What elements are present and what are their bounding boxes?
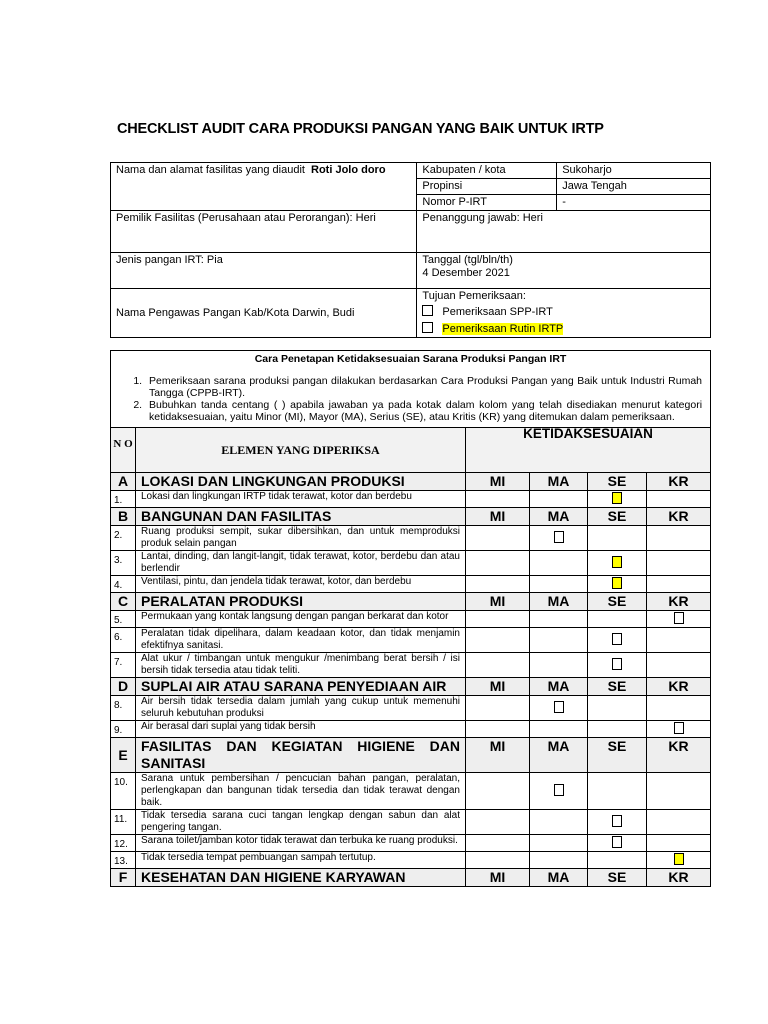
- check-cell-se[interactable]: [588, 696, 647, 721]
- pirt-value: -: [557, 195, 711, 211]
- item-description: Air berasal dari suplai yang tidak bersih: [136, 721, 466, 738]
- item-number: 1.: [111, 491, 136, 508]
- check-cell-kr[interactable]: [647, 835, 711, 852]
- checkbox-icon[interactable]: [612, 492, 622, 504]
- item-description: Tidak tersedia tempat pembuangan sampah tertutup.: [136, 852, 466, 869]
- category-se-header: SE: [588, 678, 647, 696]
- category-kr-header: KR: [647, 738, 711, 773]
- intro-title: Cara Penetapan Ketidaksesuaian Sarana Produksi Pangan IRT: [254, 353, 567, 365]
- check-cell-ma[interactable]: [530, 773, 588, 810]
- check-cell-ma[interactable]: [530, 628, 588, 653]
- check-cell-se[interactable]: [588, 810, 647, 835]
- check-cell-kr[interactable]: [647, 491, 711, 508]
- check-cell-kr[interactable]: [647, 773, 711, 810]
- checkbox-icon[interactable]: [612, 577, 622, 589]
- item-number: 6.: [111, 628, 136, 653]
- checkbox-icon[interactable]: [612, 556, 622, 568]
- facility-value: Roti Jolo doro: [311, 164, 386, 176]
- checklist-row: [111, 628, 711, 653]
- tanggal-value: 4 Desember 2021: [422, 267, 510, 279]
- tujuan-cell: [417, 289, 711, 338]
- category-kr-header: KR: [647, 473, 711, 491]
- check-cell-ma[interactable]: [530, 653, 588, 678]
- section-title: KESEHATAN DAN HIGIENE KARYAWAN: [136, 869, 466, 887]
- check-cell-mi[interactable]: [466, 611, 530, 628]
- checklist-row: [111, 653, 711, 678]
- checklist-table: [110, 350, 711, 887]
- checkbox-icon[interactable]: [422, 305, 433, 316]
- category-ma-header: MA: [530, 738, 588, 773]
- check-cell-mi[interactable]: [466, 810, 530, 835]
- check-cell-kr[interactable]: [647, 526, 711, 551]
- check-cell-mi[interactable]: [466, 773, 530, 810]
- checklist-row: [111, 835, 711, 852]
- item-description: Lantai, dinding, dan langit-langit, tidak terawat, kotor, berdebu dan atau berlendir: [136, 551, 466, 576]
- intro-item: 1. Pemeriksaan sarana produksi pangan dilakukan berdasarkan Cara Produksi Pangan yang Baik untuk Industri Rumah Tangga (CPPB-IRT).: [145, 375, 702, 399]
- checklist-row: [111, 576, 711, 593]
- check-cell-se[interactable]: [588, 852, 647, 869]
- section-letter: B: [111, 508, 136, 526]
- item-description: Alat ukur / timbangan untuk mengukur /menimbang berat bersih / isi bersih tidak tersedia atau tidak teliti.: [136, 653, 466, 678]
- category-kr-header: KR: [647, 593, 711, 611]
- check-cell-ma[interactable]: [530, 491, 588, 508]
- propinsi-label: Propinsi: [417, 179, 557, 195]
- item-number: 3.: [111, 551, 136, 576]
- facility-cell: [111, 163, 417, 211]
- tanggal-cell: [417, 253, 711, 289]
- item-description: Sarana toilet/jamban kotor tidak terawat dan terbuka ke ruang produksi.: [136, 835, 466, 852]
- item-description: Lokasi dan lingkungan IRTP tidak terawat, kotor dan berdebu: [136, 491, 466, 508]
- check-cell-se[interactable]: [588, 773, 647, 810]
- check-cell-mi[interactable]: [466, 576, 530, 593]
- checkbox-icon[interactable]: [612, 658, 622, 670]
- checkbox-icon[interactable]: [674, 853, 684, 865]
- tujuan-option-rutin[interactable]: [422, 322, 705, 336]
- item-description: Sarana untuk pembersihan / pencucian bahan pangan, peralatan, perlengkapan dan bangunan tidak tersedia dan tidak terawat dengan baik.: [136, 773, 466, 810]
- section-letter: A: [111, 473, 136, 491]
- item-number: 11.: [111, 810, 136, 835]
- section-title: SUPLAI AIR ATAU SARANA PENYEDIAAN AIR: [136, 678, 466, 696]
- intro-cell: [111, 351, 711, 428]
- category-kr-header: KR: [647, 508, 711, 526]
- document-title: CHECKLIST AUDIT CARA PRODUKSI PANGAN YANG BAIK UNTUK IRTP: [117, 121, 604, 137]
- section-title: BANGUNAN DAN FASILITAS: [136, 508, 466, 526]
- category-ma-header: MA: [530, 593, 588, 611]
- elemen-header: ELEMEN YANG DIPERIKSA: [136, 428, 466, 473]
- check-cell-se[interactable]: [588, 653, 647, 678]
- check-cell-mi[interactable]: [466, 551, 530, 576]
- check-cell-kr[interactable]: [647, 628, 711, 653]
- check-cell-kr[interactable]: [647, 653, 711, 678]
- check-cell-ma[interactable]: [530, 551, 588, 576]
- category-se-header: SE: [588, 593, 647, 611]
- item-number: 12.: [111, 835, 136, 852]
- category-mi-header: MI: [466, 738, 530, 773]
- item-number: 8.: [111, 696, 136, 721]
- category-ma-header: MA: [530, 508, 588, 526]
- check-cell-ma[interactable]: [530, 696, 588, 721]
- item-number: 10.: [111, 773, 136, 810]
- check-cell-ma[interactable]: [530, 721, 588, 738]
- check-cell-ma[interactable]: [530, 810, 588, 835]
- section-letter: D: [111, 678, 136, 696]
- check-cell-kr[interactable]: [647, 576, 711, 593]
- checkbox-icon[interactable]: [612, 836, 622, 848]
- checkbox-icon[interactable]: [554, 701, 564, 713]
- check-cell-ma[interactable]: [530, 611, 588, 628]
- check-cell-ma[interactable]: [530, 852, 588, 869]
- item-description: Ruang produksi sempit, sukar dibersihkan, dan untuk memproduksi produk selain pangan: [136, 526, 466, 551]
- tujuan-option-spp[interactable]: [422, 305, 705, 319]
- no-header: N O: [111, 428, 136, 473]
- check-cell-se[interactable]: [588, 628, 647, 653]
- pengawas-cell: Nama Pengawas Pangan Kab/Kota Darwin, Budi: [111, 289, 417, 338]
- check-cell-mi[interactable]: [466, 835, 530, 852]
- checkbox-icon[interactable]: [612, 633, 622, 645]
- section-row: [111, 678, 711, 696]
- tanggal-label: Tanggal (tgl/bln/th): [422, 254, 513, 266]
- checklist-row: [111, 773, 711, 810]
- check-cell-ma[interactable]: [530, 526, 588, 551]
- check-cell-mi[interactable]: [466, 696, 530, 721]
- check-cell-mi[interactable]: [466, 628, 530, 653]
- check-cell-mi[interactable]: [466, 653, 530, 678]
- check-cell-mi[interactable]: [466, 852, 530, 869]
- checklist-row: [111, 526, 711, 551]
- checklist-row: [111, 551, 711, 576]
- checklist-row: [111, 491, 711, 508]
- category-ma-header: MA: [530, 678, 588, 696]
- category-se-header: SE: [588, 508, 647, 526]
- section-title: PERALATAN PRODUKSI: [136, 593, 466, 611]
- item-description: Ventilasi, pintu, dan jendela tidak terawat, kotor, dan berdebu: [136, 576, 466, 593]
- checkbox-icon[interactable]: [674, 722, 684, 734]
- check-cell-mi[interactable]: [466, 491, 530, 508]
- penanggung-jawab-cell: Penanggung jawab: Heri: [417, 211, 711, 253]
- checkbox-icon[interactable]: [554, 784, 564, 796]
- check-cell-se[interactable]: [588, 491, 647, 508]
- checkbox-icon[interactable]: [674, 612, 684, 624]
- kabupaten-value: Sukoharjo: [557, 163, 711, 179]
- check-cell-se[interactable]: [588, 576, 647, 593]
- check-cell-se[interactable]: [588, 611, 647, 628]
- category-se-header: SE: [588, 473, 647, 491]
- section-row: [111, 869, 711, 887]
- checklist-row: [111, 852, 711, 869]
- ketidaksesuaian-header: KETIDAKSESUAIAN: [466, 428, 711, 473]
- check-cell-kr[interactable]: [647, 611, 711, 628]
- item-number: 7.: [111, 653, 136, 678]
- category-mi-header: MI: [466, 473, 530, 491]
- section-letter: C: [111, 593, 136, 611]
- section-row: [111, 593, 711, 611]
- category-kr-header: KR: [647, 869, 711, 887]
- section-row: [111, 473, 711, 491]
- intro-list: [119, 375, 702, 423]
- check-cell-se[interactable]: [588, 526, 647, 551]
- category-mi-header: MI: [466, 593, 530, 611]
- facility-label: Nama dan alamat fasilitas yang diaudit: [116, 164, 305, 176]
- category-se-header: SE: [588, 869, 647, 887]
- tujuan-label: Tujuan Pemeriksaan:: [422, 290, 526, 302]
- check-cell-ma[interactable]: [530, 576, 588, 593]
- section-title: FASILITAS DAN KEGIATAN HIGIENE DAN SANITASI: [136, 738, 466, 773]
- item-description: Peralatan tidak dipelihara, dalam keadaan kotor, dan tidak menjamin efektifnya sanitasi.: [136, 628, 466, 653]
- checklist-row: [111, 810, 711, 835]
- pirt-label: Nomor P-IRT: [417, 195, 557, 211]
- kabupaten-label: Kabupaten / kota: [417, 163, 557, 179]
- owner-cell: Pemilik Fasilitas (Perusahaan atau Perorangan): Heri: [111, 211, 417, 253]
- checkbox-icon[interactable]: [612, 815, 622, 827]
- category-ma-header: MA: [530, 869, 588, 887]
- checklist-row: [111, 721, 711, 738]
- section-row: [111, 738, 711, 773]
- category-se-header: SE: [588, 738, 647, 773]
- item-number: 4.: [111, 576, 136, 593]
- check-cell-kr[interactable]: [647, 696, 711, 721]
- section-title: LOKASI DAN LINGKUNGAN PRODUKSI: [136, 473, 466, 491]
- item-description: Air bersih tidak tersedia dalam jumlah yang cukup untuk memenuhi seluruh kebutuhan produksi: [136, 696, 466, 721]
- check-cell-kr[interactable]: [647, 810, 711, 835]
- checkbox-icon[interactable]: [422, 322, 433, 333]
- tujuan-option-spp-label: Pemeriksaan SPP-IRT: [442, 306, 553, 318]
- check-cell-ma[interactable]: [530, 835, 588, 852]
- check-cell-se[interactable]: [588, 835, 647, 852]
- check-cell-mi[interactable]: [466, 721, 530, 738]
- check-cell-se[interactable]: [588, 551, 647, 576]
- tujuan-option-rutin-label: Pemeriksaan Rutin IRTP: [442, 323, 564, 335]
- item-number: 2.: [111, 526, 136, 551]
- category-ma-header: MA: [530, 473, 588, 491]
- check-cell-mi[interactable]: [466, 526, 530, 551]
- section-letter: E: [111, 738, 136, 773]
- category-kr-header: KR: [647, 678, 711, 696]
- check-cell-kr[interactable]: [647, 852, 711, 869]
- propinsi-value: Jawa Tengah: [557, 179, 711, 195]
- category-mi-header: MI: [466, 869, 530, 887]
- check-cell-kr[interactable]: [647, 551, 711, 576]
- facility-info-table: [110, 162, 711, 338]
- category-mi-header: MI: [466, 508, 530, 526]
- item-description: Permukaan yang kontak langsung dengan pangan berkarat dan kotor: [136, 611, 466, 628]
- item-number: 13.: [111, 852, 136, 869]
- checklist-row: [111, 611, 711, 628]
- check-cell-kr[interactable]: [647, 721, 711, 738]
- item-description: Tidak tersedia sarana cuci tangan lengkap dengan sabun dan alat pengering tangan.: [136, 810, 466, 835]
- jenis-pangan-cell: Jenis pangan IRT: Pia: [111, 253, 417, 289]
- item-number: 5.: [111, 611, 136, 628]
- checkbox-icon[interactable]: [554, 531, 564, 543]
- intro-item: 2. Bubuhkan tanda centang ( ) apabila jawaban ya pada kotak dalam kolom yang telah disediakan menurut kategori ketidaksesuaian, yaitu Minor (MI), Mayor (MA), Serius (SE), atau Kritis (KR) yang ditemukan dalam pemeriksaan.: [145, 399, 702, 423]
- item-number: 9.: [111, 721, 136, 738]
- checklist-row: [111, 696, 711, 721]
- section-letter: F: [111, 869, 136, 887]
- category-mi-header: MI: [466, 678, 530, 696]
- section-row: [111, 508, 711, 526]
- check-cell-se[interactable]: [588, 721, 647, 738]
